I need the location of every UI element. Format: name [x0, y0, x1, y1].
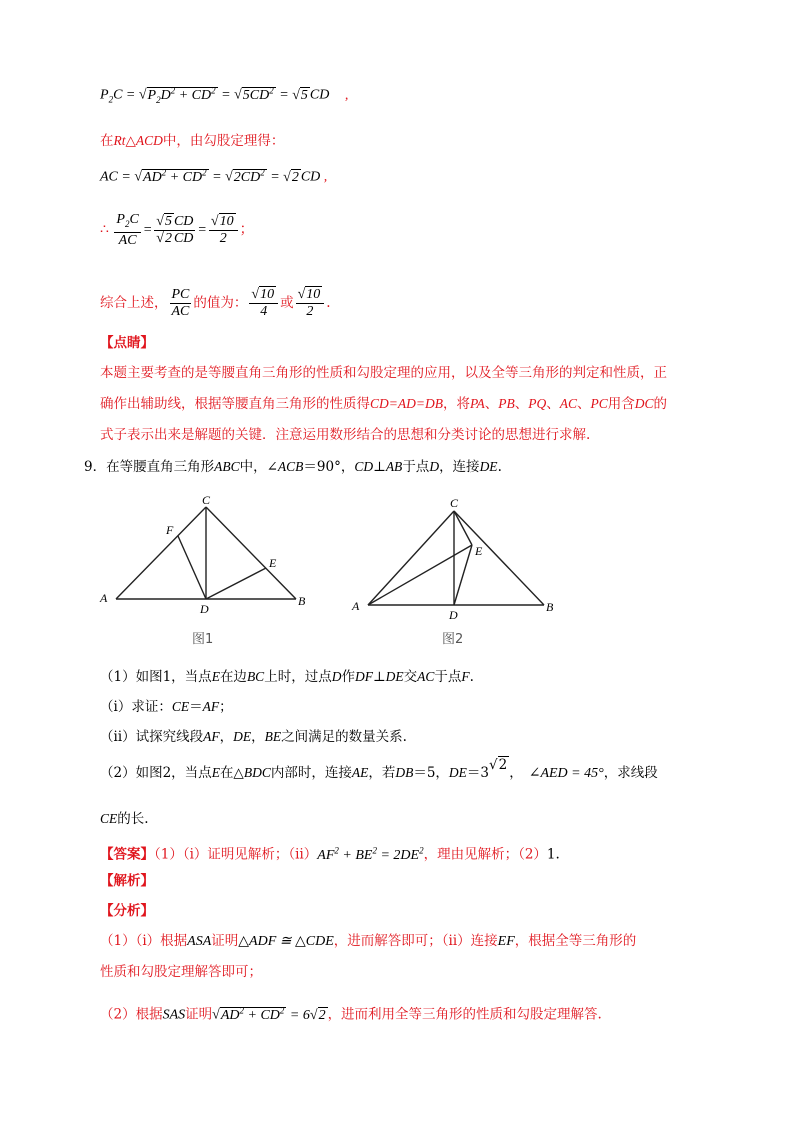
dianjing-line-3: 式子表示出来是解题的关键．注意运用数形结合的思想和分类讨论的思想进行求解. [100, 427, 591, 443]
fig2-caption: 图2 [442, 632, 464, 647]
fig2-label-b: B [546, 600, 554, 614]
fenxi-heading: 【分析】 [100, 903, 154, 919]
fig1-label-a: A [100, 591, 108, 605]
part-1: （1）如图1，当点E在边BC上时，过点D作DF⊥DE交AC于点F. [100, 669, 474, 685]
part-1-i: （ⅰ）求证：CE＝AF； [100, 699, 233, 715]
part-1-ii: （ⅱ）试探究线段AF，DE，BE之间满足的数量关系. [100, 729, 407, 745]
question-9: 9．在等腰直角三角形ABC中，∠ACB＝90°，CD⊥AB于点D，连接DE. [84, 459, 502, 475]
answer: 【答案】（1）（ⅰ）证明见解析；$(ⅱ)AF^2 + BE^2 = 2DE^2$，理由见解析；（2）1. [100, 845, 560, 863]
fig2-label-a: A [352, 599, 360, 613]
summary-values: 综合上述， $\frac{PC}{AC}$ 的值为： $\frac{√10}{4}$ 或 $\frac{√10}{2}$ . [100, 287, 331, 319]
jiexi-heading: 【解析】 [100, 873, 154, 889]
fig1-label-b: B [298, 594, 306, 608]
figure-1 [116, 507, 296, 599]
dianjing-heading: 【点睛】 [100, 335, 154, 351]
analysis-line-2: 性质和勾股定理解答即可； [100, 964, 262, 980]
analysis-line-3: （2）根据SAS证明$√AD^2 + CD^2 = 6√2$ ，进而利用全等三角形的性质和勾股定理解答. [100, 1005, 602, 1023]
part-2-continued: CE的长. [100, 811, 149, 827]
analysis-line-1: （1）（ⅰ）根据ASA证明△ADF ≅ △CDE，进而解答即可；（ⅱ）连接EF，根据全等三角形的 [100, 933, 637, 949]
equation-ac: AC = $√AD^2 + CD^2 = √2CD^2 = √2$ CD , [100, 167, 328, 185]
fig1-label-d: D [200, 602, 209, 616]
fig1-label-e: E [269, 556, 277, 570]
figure-2 [368, 511, 544, 605]
fig2-label-c: C [450, 496, 459, 510]
rt-triangle-statement: 在Rt△ACD中，由勾股定理得： [100, 133, 285, 149]
dianjing-line-2: 确作出辅助线，根据等腰直角三角形的性质得CD=AD=DB，将PA、PB、PQ、AC、PC用含DC的 [100, 396, 668, 412]
dianjing-line-1: 本题主要考查的是等腰直角三角形的性质和勾股定理的应用，以及全等三角形的判定和性质，正 [100, 365, 667, 381]
fig1-caption: 图1 [192, 632, 214, 647]
fig2-label-d: D [449, 608, 458, 622]
part-2: （2）如图2，当点E在△BDC内部时，连接AE，若DB＝5，DE＝3√2 ， ∠AED = 45°，求线段 [100, 757, 658, 781]
fig2-label-e: E [475, 544, 483, 558]
geometry-figures [96, 492, 576, 652]
equation-ratio: ∴ $\frac{P_2C}{AC}$ = $\frac{√5 CD}{√2 CD}$ = $\frac{√10}{2}$ ； [100, 212, 254, 248]
fig1-label-c: C [202, 493, 211, 507]
equation-p2c: $P_2C = √P_2D^2 + CD^2 = √5CD^2 = √5$ CD , [100, 85, 349, 105]
fig1-label-f: F [166, 523, 174, 537]
